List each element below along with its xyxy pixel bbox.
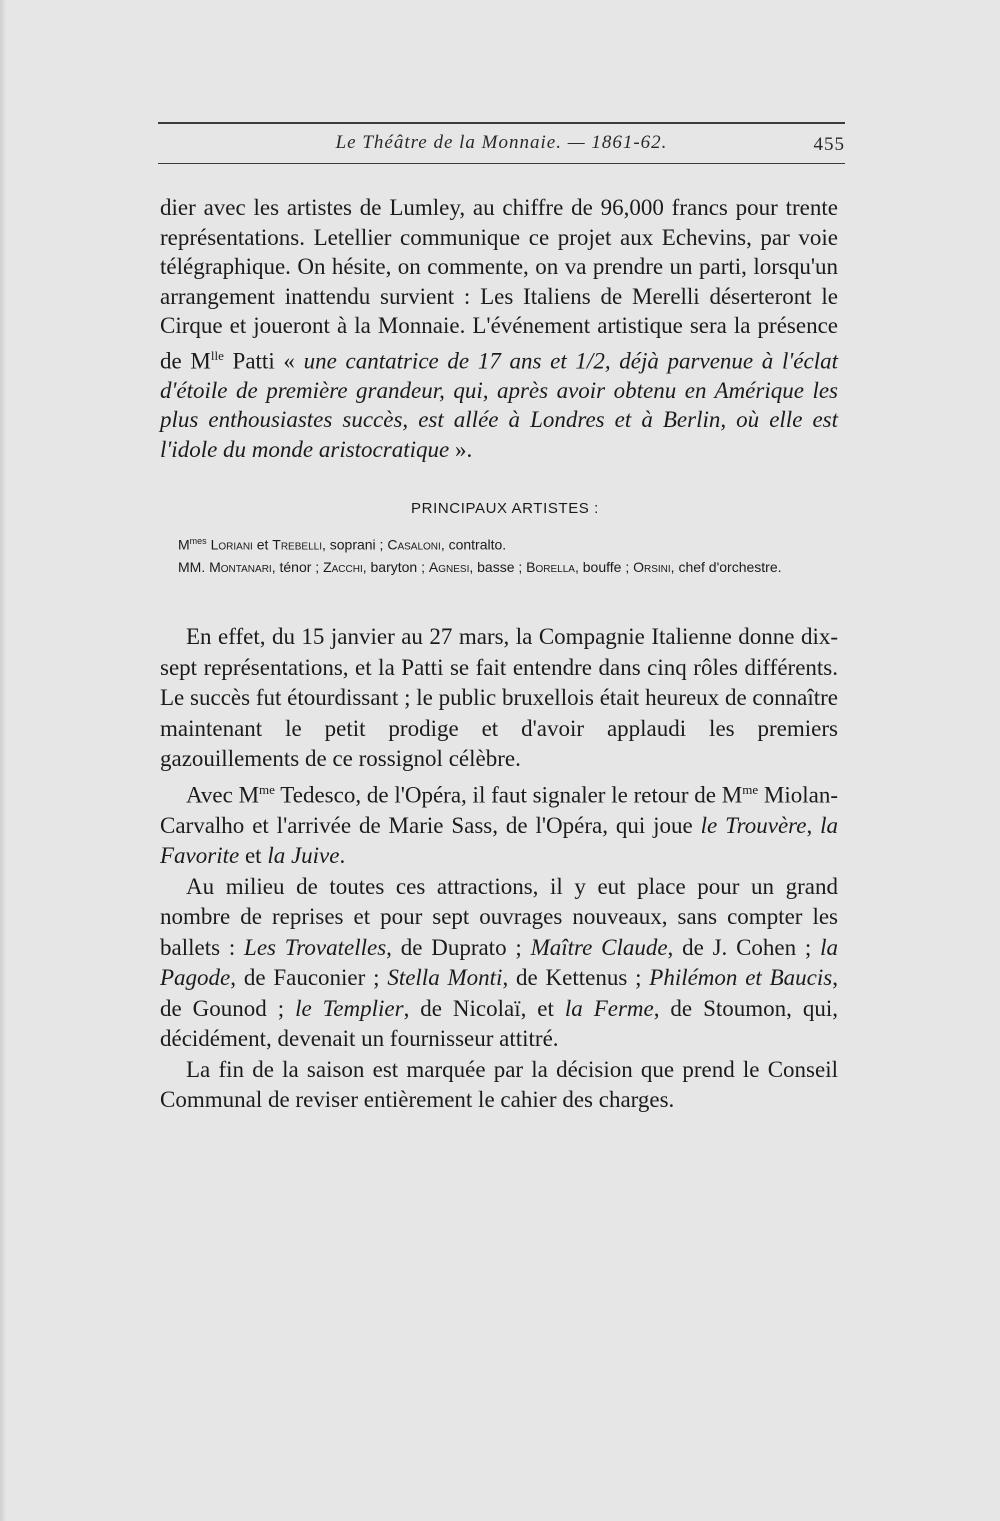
patti-quote: une cantatrice de 17 ans et 1/2, déjà parvenue à l'éclat d'étoile de première grandeur, qui, après avoir obtenu en Amérique les plus enthousiastes succès, est allée à Londres et à Berlin, où elle est l'idole du monde aristocratique xyxy=(160,348,838,462)
artist-loriani: Loriani xyxy=(210,536,253,553)
artist-montanari: Montanari xyxy=(209,558,272,575)
header-rule-top xyxy=(158,122,845,124)
paragraph-3-sup-1: me xyxy=(259,781,275,797)
paragraph-1-part-b: Patti « xyxy=(223,348,304,374)
paragraph-4-h: , de Stoumon, qui, décidément, devenait un fournisseur attitré. xyxy=(160,995,838,1052)
paragraph-4-c: , de J. Cohen ; xyxy=(667,934,821,960)
title-la-favorite: la Favorite xyxy=(160,812,838,869)
artists-line-2-prefix: MM. xyxy=(178,558,210,575)
main-text-block xyxy=(160,622,838,1116)
title-maitre-claude: Maître Claude xyxy=(530,934,668,960)
paragraph-1-text xyxy=(160,193,838,464)
paragraph-1-sup: lle xyxy=(210,347,224,363)
paragraph-2: En effet, du 15 janvier au 27 mars, la Compagnie Italienne donne dix-sept représentations, et la Patti se fait entendre dans cinq rôles différents. Le succès fut étourdissant ; le public bruxellois était heureux de connaître maintenant le petit prodige et d'avoir applaudi les premiers gazouillements de ce rossignol célèbre. xyxy=(160,624,838,771)
paragraph-4-b: , de Duprato ; xyxy=(386,934,531,960)
artists-line-1-role-2: , contralto. xyxy=(440,536,507,553)
title-le-templier: le Templier xyxy=(295,995,404,1021)
artists-line-1-role-1: , soprani ; xyxy=(321,536,388,553)
artists-line-2-role-3: , basse ; xyxy=(469,558,527,575)
title-les-trovatelles: Les Trovatelles xyxy=(244,934,387,960)
paragraph-1 xyxy=(160,193,838,464)
artist-borella: Borella xyxy=(526,558,575,575)
artists-line-2-role-1: , ténor ; xyxy=(271,558,324,575)
artist-zacchi: Zacchi xyxy=(323,558,363,575)
artists-line-2-role-4: , bouffe ; xyxy=(574,558,634,575)
artist-trebelli: Trebelli xyxy=(272,536,322,553)
title-le-trouvere: le Trouvère xyxy=(700,812,807,838)
paragraph-4 xyxy=(160,872,838,1055)
paragraph-4-e: , de Kettenus ; xyxy=(502,965,650,991)
paragraph-3-sup-2: me xyxy=(742,781,759,797)
title-la-juive: la Juive xyxy=(267,843,340,869)
artists-list xyxy=(160,530,842,578)
page-gutter-shadow xyxy=(0,0,6,1521)
artists-heading: PRINCIPAUX ARTISTES : xyxy=(411,500,599,517)
paragraph-4-a: Au milieu de toutes ces attractions, il y eut place pour un grand nombre de reprises et pour sept ouvrages nouveaux, sans compter les ballets : xyxy=(160,873,838,960)
artist-orsini: Orsini xyxy=(633,558,671,575)
artist-agnesi: Agnesi xyxy=(428,558,470,575)
artists-line-2-role-5: , chef d'orchestre. xyxy=(670,558,782,575)
artist-casaloni: Casaloni xyxy=(387,536,441,553)
header-rule-bottom xyxy=(158,163,845,164)
paragraph-4-d: , de Fauconier ; xyxy=(230,965,388,991)
artists-line-1 xyxy=(160,530,842,556)
paragraph-3 xyxy=(160,775,838,872)
artists-line-1-et: et xyxy=(252,536,273,553)
paragraph-1-part-a: dier avec les artistes de Lumley, au chiffre de 96,000 francs pour trente représentations. Letellier communique ce projet aux Echevins, par voie télégraphique. On hésite, on commente, on va prendre un parti, lorsqu'un arrangement inattendu survient : Les Italiens de Merelli déserteront le Cirque et joueront à la Monnaie. L'événement artistique sera la présence de M xyxy=(160,195,838,374)
paragraph-3-f: . xyxy=(339,843,346,869)
title-la-ferme: la Ferme xyxy=(564,995,654,1021)
artists-line-1-prefix: M xyxy=(178,536,190,553)
paragraph-3-c: Miolan-Carvalho et l'arrivée de Marie Sass, de l'Opéra, qui joue xyxy=(160,782,838,838)
title-la-pagode: la Pagode xyxy=(160,934,839,991)
paragraph-3-e: et xyxy=(239,843,268,869)
running-head xyxy=(158,132,845,160)
page-number: 455 xyxy=(813,134,845,155)
running-title: Le Théâtre de la Monnaie. — 1861-62. xyxy=(335,132,668,153)
paragraph-3-d: , xyxy=(806,812,821,838)
paragraph-3-a: Avec M xyxy=(186,782,260,808)
paragraph-5: La fin de la saison est marquée par la décision que prend le Conseil Communal de reviser entièrement le cahier des charges. xyxy=(160,1056,838,1113)
paragraph-3-b: Tedesco, de l'Opéra, il faut signaler le retour de M xyxy=(274,782,743,808)
title-philemon-et-baucis: Philémon et Baucis xyxy=(649,965,833,991)
artists-line-1-sup: mes xyxy=(189,536,207,546)
artists-line-2-role-2: , baryton ; xyxy=(362,558,429,575)
artists-line-2 xyxy=(160,556,842,578)
paragraph-4-g: , de Nicolaï, et xyxy=(403,995,565,1021)
paragraph-4-f: , de Gounod ; xyxy=(160,965,838,1021)
paragraph-1-part-c: ». xyxy=(449,436,473,462)
title-stella-monti: Stella Monti xyxy=(387,965,503,991)
